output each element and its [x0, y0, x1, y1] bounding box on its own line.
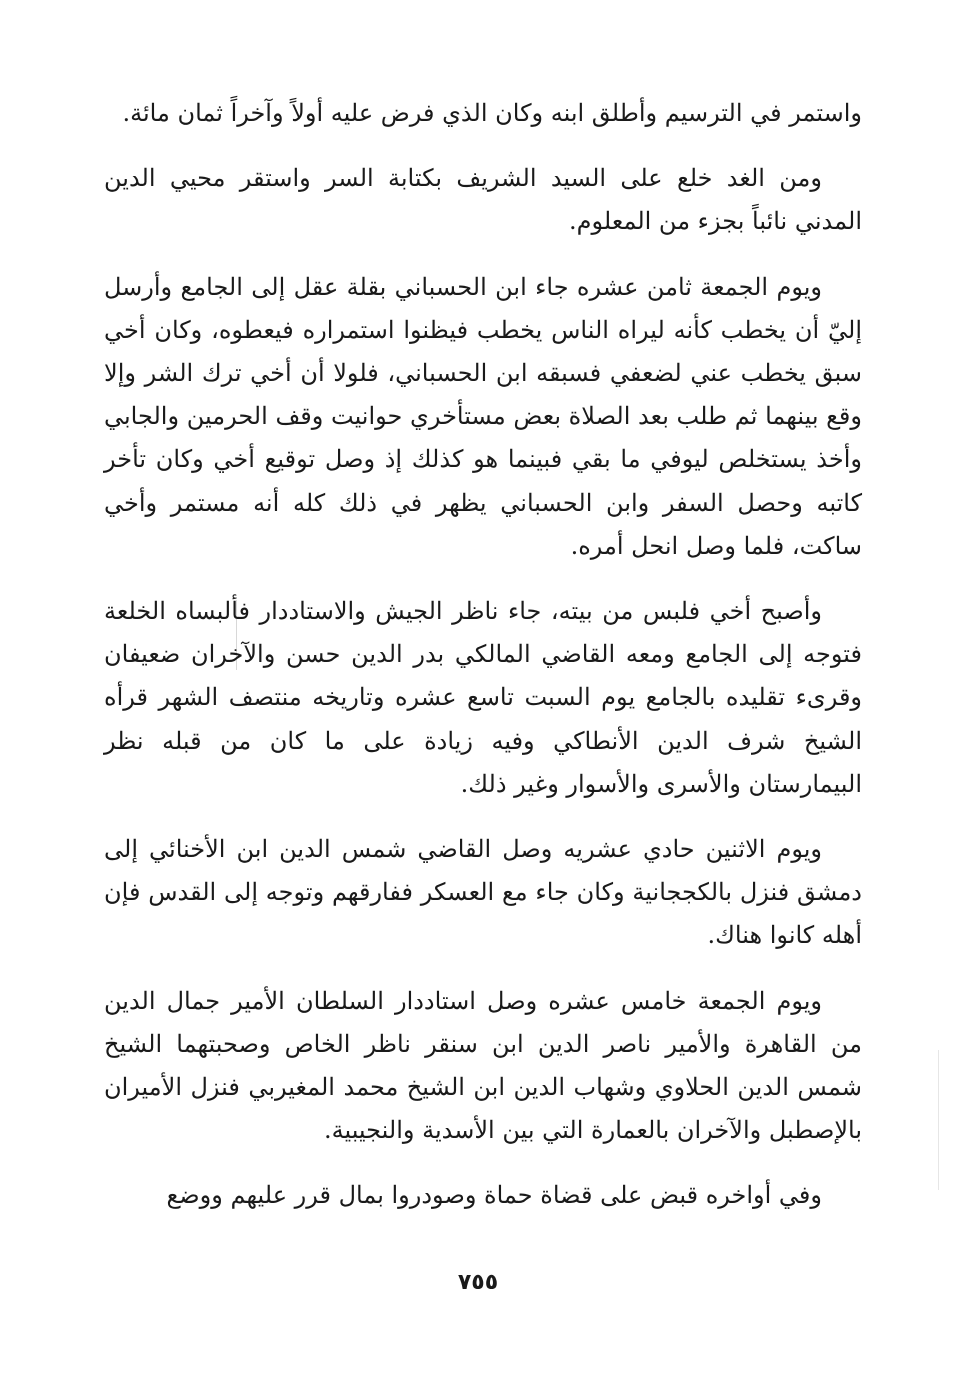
paragraph: ويوم الجمعة ثامن عشره جاء ابن الحسباني بقلة عقل إلى الجامع وأرسل إليّ أن يخطب كأنه ليراه الناس يخطب فيظنوا استمراره فيعطوه، وكان أخي سبق يخطب عني لضعفي فسبقه ابن الحسباني، فلولا أن أخي ترك الشر وإلا وقع بينهما ثم طلب بعد الصلاة بعض مستأخري حوانيت وقف الحرمين والجابي وأخذ يستخلص ليوفي ما بقي فبينما هو كذلك إذ وصل توقيع أخي وكان تأخر كاتبه وحصل السفر وابن الحسباني يظهر في ذلك كله أنه مستمر وأخي ساكت، فلما وصل انحل أمره. [104, 272, 862, 560]
paragraph: وفي أواخره قبض على قضاة حماة وصودروا بمال قرر عليهم ووضع [166, 1181, 822, 1210]
scan-artifact-line [938, 1050, 939, 1190]
paragraph: ومن الغد خلع على السيد الشريف بكتابة السر واستقر محيي الدين المدني نائباً بجزء من المعلوم. [104, 164, 862, 236]
paragraph: ويوم الاثنين حادي عشريه وصل القاضي شمس الدين ابن الأخنائي إلى دمشق فنزل بالكججانية وكان جاء مع العسكر ففارقهم وتوجه إلى القدس فإن أهله كانوا هناك. [104, 835, 862, 950]
page-number: ٧٥٥ [457, 1270, 499, 1295]
body-text [104, 92, 862, 1240]
paragraph: وأصبح أخي فلبس من بيته، جاء ناظر الجيش والاستاددار فألبساه الخلعة فتوجه إلى الجامع ومعه القاضي المالكي بدر الدين حسن والآخران ضعيفان وقرىء تقليده بالجامع يوم السبت تاسع عشره وتاريخه منتصف الشهر قرأه الشيخ شرف الدين الأنطاكي وفيه زيادة على ما كان من قبله نظر البيمارستان والأسرى والأسوار وغير ذلك. [104, 597, 862, 798]
paragraph: واستمر في الترسيم وأطلق ابنه وكان الذي فرض عليه أولاً وآخراً ثمان مائة. [122, 99, 862, 127]
paragraph: ويوم الجمعة خامس عشره وصل استاددار السلطان الأمير جمال الدين من القاهرة والأمير ناصر الدين ابن سنقر ناظر الخاص وصحبتهما الشيخ شمس الدين الحلاوي وشهاب الدين ابن الشيخ محمد المغيربي فنزل الأميران بالإصطبل والآخران بالعمارة التي بين الأسدية والنجيبية. [104, 986, 862, 1145]
